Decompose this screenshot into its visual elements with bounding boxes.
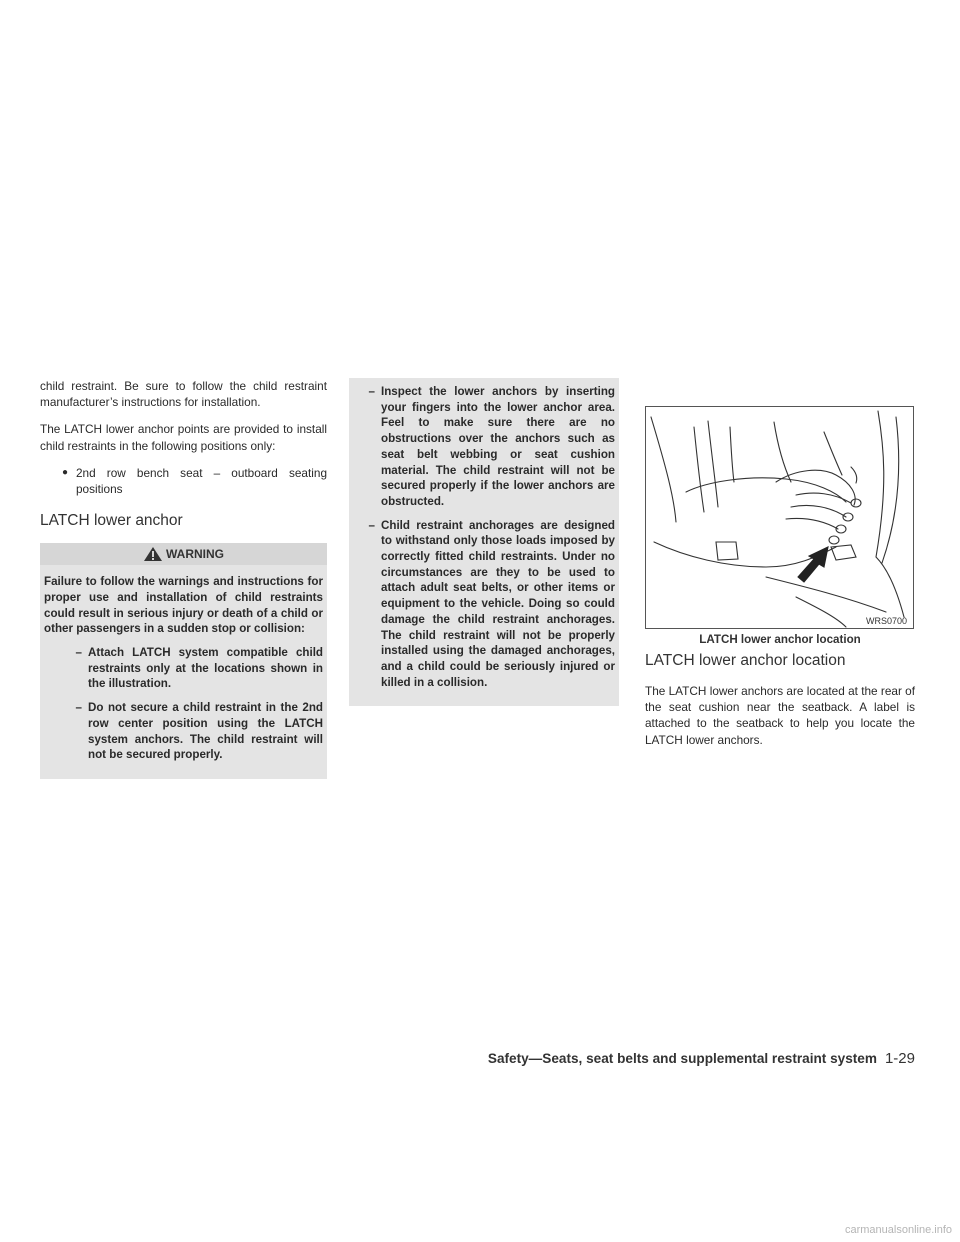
warning-item-text: Child restraint anchorages are designed to withstand only those loads imposed by correctly fitted child restraints. Under no circumstances are they to be used to attach adult seat belts, or other items or equipment to the vehicle. Doing so could damage the child restraint anchorages. The child restraint will not be properly installed using the damaged anchorages, and a child could be seriously injured or killed in a collision. (381, 518, 615, 689)
latch-anchor-illustration (645, 406, 914, 629)
warning-box (40, 543, 327, 779)
warning-item-text: Inspect the lower anchors by inserting your fingers into the lower anchor area. Feel to make sure there are no obstructions over the anchors such as seat belt webbing or seat cushion material. The child restraint will not be secured properly if the lower anchors are obstructed. (381, 385, 615, 508)
warning-intro: Failure to follow the warnings and instructions for proper use and installation of child restraints could result in serious injury or death of a child or other passengers in a sudden stop or collision: (44, 575, 323, 636)
warning-item (353, 518, 615, 691)
dash-marker: – (368, 385, 375, 398)
section-heading-latch: LATCH lower anchor (40, 512, 183, 530)
chapter-title: Safety—Seats, seat belts and supplemental restraint system (487, 1051, 877, 1066)
warning-item-text: Attach LATCH system compatible child restraints only at the locations shown in the illustration. (88, 646, 323, 691)
figure-caption: LATCH lower anchor location (699, 633, 861, 646)
dash-marker: – (368, 518, 375, 532)
location-paragraph: The LATCH lower anchors are located at the rear of the seat cushion near the seatback. A label is attached to the seatback to help you locate the LATCH lower anchors. (645, 684, 915, 747)
warning-item (44, 700, 323, 763)
warning-triangle-icon (143, 546, 163, 562)
section-heading-location: LATCH lower anchor location (645, 652, 846, 669)
column-left (40, 378, 327, 779)
positions-paragraph: The LATCH lower anchor points are provided to install child restraints in the following positions only: (40, 422, 327, 453)
dash-marker: – (75, 646, 82, 660)
bullet-text: 2nd row bench seat – outboard seating positions (76, 465, 327, 497)
column-right (645, 651, 915, 759)
site-watermark: carmanualsonline.info (844, 1224, 952, 1236)
warning-header (40, 543, 327, 565)
bullet-icon: ● (61, 466, 68, 478)
warning-box-continued (349, 378, 619, 706)
warning-item (353, 384, 615, 510)
page-footer (455, 1050, 915, 1067)
list-item (40, 465, 327, 497)
intro-paragraph: child restraint. Be sure to follow the child restraint manufacturer’s instructions for installation. (40, 379, 327, 410)
column-middle (349, 378, 619, 706)
warning-label: WARNING (166, 547, 224, 562)
warning-item (44, 645, 323, 692)
hand-seat-illustration (646, 407, 913, 628)
page-number: 1-29 (884, 1050, 915, 1067)
warning-item-text: Do not secure a child restraint in the 2nd row center position using the LATCH system anchors. The child restraint will not be secured properly. (88, 701, 323, 762)
dash-marker: – (75, 701, 82, 715)
figure-code: WRS0700 (865, 616, 907, 626)
